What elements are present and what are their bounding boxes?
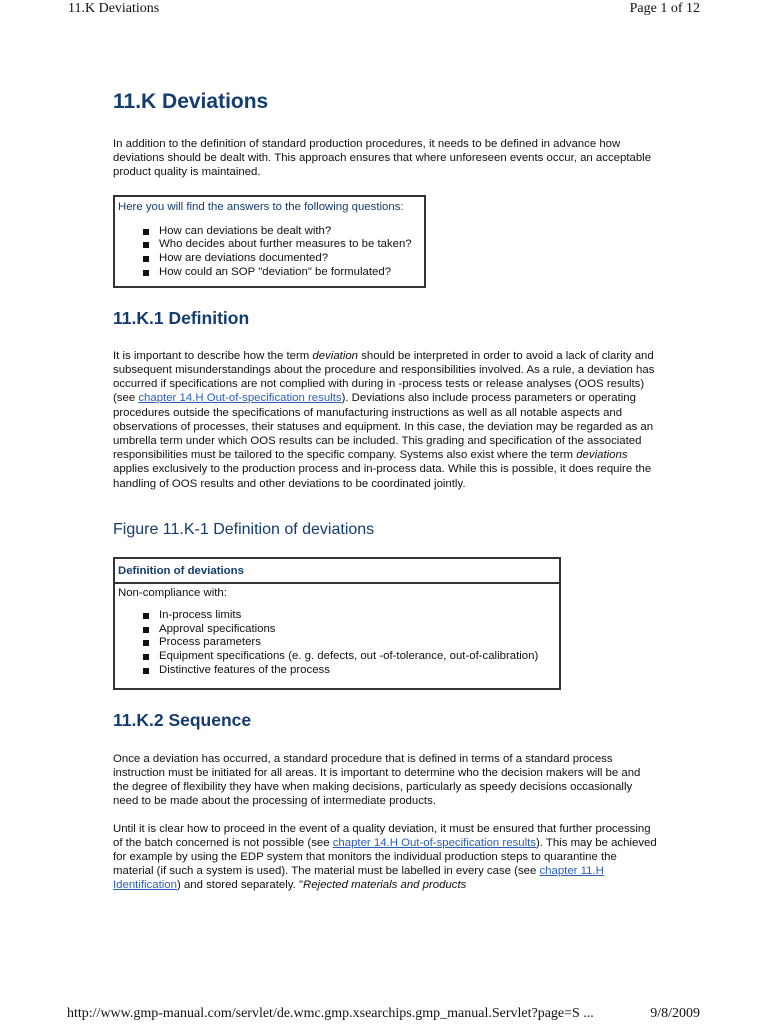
page-title: 11.K Deviations (113, 90, 269, 113)
table-body (115, 584, 559, 688)
footer-url: http://www.gmp-manual.com/servlet/de.wmc.gmp.xsearchips.gmp_manual.Servlet?page=S ... (67, 1006, 594, 1021)
link-chapter-11h[interactable]: chapter 11.H Identification (113, 865, 604, 892)
list-item: Who decides about further measures to be taken? (143, 238, 421, 252)
link-chapter-14h-2[interactable]: chapter 14.H Out-of-specification results (332, 836, 536, 849)
square-bullet-icon (143, 613, 149, 619)
questions-heading: Here you will find the answers to the following questions: (118, 200, 404, 213)
section-sequence-heading: 11.K.2 Sequence (113, 709, 252, 730)
list-item: In-process limits (143, 609, 556, 623)
definition-table (113, 557, 561, 690)
intro-paragraph: In addition to the definition of standard production procedures, it needs to be defined in advance how deviations should be dealt with. This approach ensures that where unforeseen events occur, an acceptable product quality is maintained. (113, 138, 652, 179)
definition-list (118, 609, 556, 678)
square-bullet-icon (143, 229, 149, 235)
sequence-paragraph-1: Once a deviation has occurred, a standard procedure that is defined in terms of a standard process instruction must be initiated for all areas. It is important to determine who the decision makers will be and the degree of flexibility they have when making decisions, particularly as speedy decisions occasionally need to be made about the processing of intermediate products. (113, 752, 641, 808)
table-header: Definition of deviations (115, 559, 559, 584)
link-chapter-14h[interactable]: chapter 14.H Out-of-specification results (138, 392, 342, 405)
square-bullet-icon (143, 640, 149, 646)
list-item: How can deviations be dealt with? (143, 225, 421, 239)
square-bullet-icon (143, 256, 149, 262)
list-item: How are deviations documented? (143, 252, 421, 266)
figure-title: Figure 11.K-1 Definition of deviations (113, 520, 375, 538)
list-item: Distinctive features of the process (143, 664, 556, 678)
square-bullet-icon (143, 668, 149, 674)
sequence-paragraph-2: Until it is clear how to proceed in the event of a quality deviation, it must be ensured that further processing of the batch concerned is not possible (see chapter 14.H Out-of-specification results). This may be achieved for example by using the EDP system that monitors the individual production steps to quarantine the material (if such a system is used). The material must be labelled in every case (see chapter 11.H Identification) and stored separately. "Rejected materials and products (113, 822, 657, 892)
questions-box (113, 195, 426, 288)
list-item: Equipment specifications (e. g. defects, out -of-tolerance, out-of-calibration) (143, 650, 556, 664)
table-intro: Non-compliance with: (118, 586, 227, 599)
square-bullet-icon (143, 242, 149, 248)
list-item: Approval specifications (143, 623, 556, 637)
definition-paragraph: It is important to describe how the term deviation should be interpreted in order to avoid a lack of clarity and subsequent misunderstandings about the procedure and responsibilities involved. As a rule, a deviation has occurred if specifications are not complied with during in -process tests or release analyses (OOS results) (see chapter 14.H Out-of-specification results). Deviations also include process parameters or operating procedures outside the specifications of manufacturing instructions as well as all notable aspects and observations of processes, their statuses and equipment. In this case, the deviation may be regarded as an umbrella term under which OOS results can be included. This grading and specification of the associated responsibilities must be tailored to the specific company. Systems also exist where the term deviations applies exclusively to the production process and in-process data. While this is possible, it does require the handling of OOS results and other deviations to be coordinated jointly. (113, 349, 655, 490)
questions-list (118, 225, 421, 280)
list-item: Process parameters (143, 636, 556, 650)
square-bullet-icon (143, 654, 149, 660)
header-page-number: Page 1 of 12 (629, 1, 700, 16)
print-header (0, 0, 768, 22)
section-definition-heading: 11.K.1 Definition (113, 307, 250, 328)
square-bullet-icon (143, 270, 149, 276)
document-content (113, 90, 658, 893)
list-item: How could an SOP "deviation" be formulated? (143, 266, 421, 280)
square-bullet-icon (143, 627, 149, 633)
footer-date: 9/8/2009 (650, 1006, 700, 1021)
header-doc-title: 11.K Deviations (68, 1, 160, 16)
